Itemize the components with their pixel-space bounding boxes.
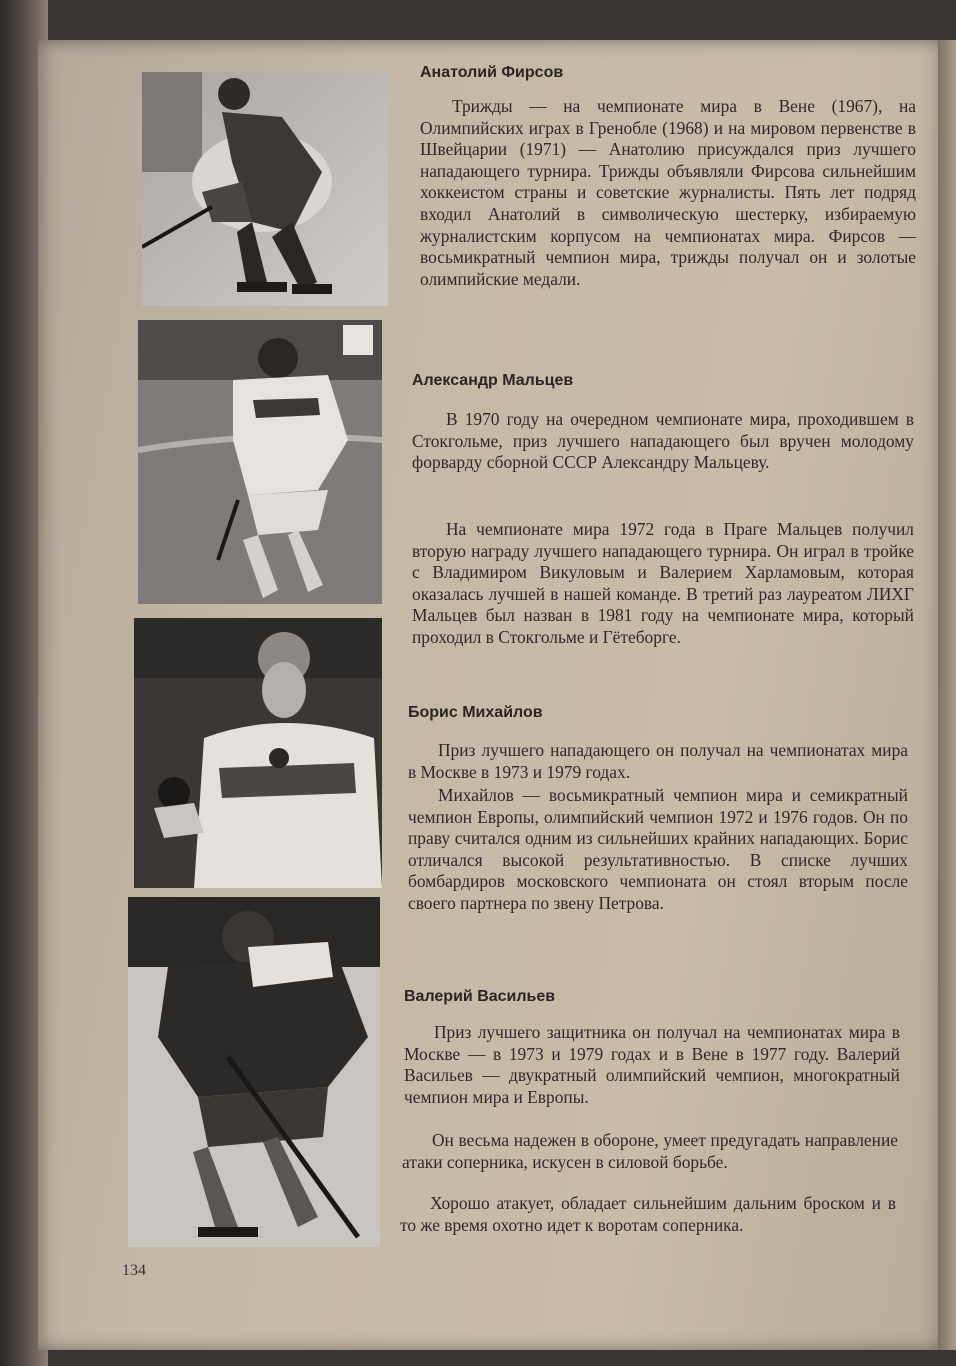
paragraph-firsov-1: Трижды — на чемпионате мира в Вене (1967), на Олимпийских играх в Гренобле (1968) и на мировом первенстве в Швейцарии (1971) — Анатолию присуждался приз лучшего нападающего турнира. Трижды объявляли Фирсова сильнейшим хоккеистом страны и советские журналисты. Пять лет подряд входил Анатолий в символическую шестерку, избираемую журналистским корпусом на чемпионатах мира. Фирсов — восьмикратный чемпион мира, трижды получал он и золотые олимпийские медали. (420, 96, 916, 289)
heading-vasiliev: Валерий Васильев (404, 988, 556, 1005)
hockey-player-photo-icon (142, 72, 388, 306)
hockey-player-photo-icon (134, 618, 382, 888)
photo-firsov (142, 72, 388, 306)
heading-firsov: Анатолий Фирсов (420, 64, 564, 81)
paragraph-maltsev-2: На чемпионате мира 1972 года в Праге Мальцев получил вторую награду лучшего нападающего турнира. Он играл в тройке с Владимиром Викуловым и Валерием Харламовым, которая оказалась лучшей в нашей команде. В третий раз лауреатом ЛИХГ Мальцев был назван в 1981 году на чемпионате мира, который проходил в Стокгольме и Гётеборге. (412, 519, 914, 647)
paragraph-mikhailov-2: Михайлов — восьмикратный чемпион мира и семикратный чемпион Европы, олимпийский чемпион 1972 и 1976 годов. Он по праву считался одним из сильнейших крайних нападающих. Борис отличался высокой результативностью. В списке лучших бомбардиров московского чемпионата он стоял вторым после своего партнера по звену Петрова. (408, 785, 908, 913)
photo-vasiliev (128, 897, 380, 1247)
heading-mikhailov: Борис Михайлов (408, 704, 543, 721)
hockey-player-photo-icon (128, 897, 380, 1247)
paragraph-vasiliev-2: Он весьма надежен в обороне, умеет предугадать направление атаки соперника, искусен в силовой борьбе. (402, 1130, 898, 1172)
page-number: 134 (122, 1262, 146, 1279)
paragraph-mikhailov-1: Приз лучшего нападающего он получал на чемпионатах мира в Москве в 1973 и 1979 годах. (408, 740, 908, 782)
photo-mikhailov (134, 618, 382, 888)
paragraph-maltsev-1: В 1970 году на очередном чемпионате мира, проходившем в Стокгольме, приз лучшего нападающего был вручен молодому форварду сборной СССР Александру Мальцеву. (412, 409, 914, 473)
paragraph-vasiliev-3: Хорошо атакует, обладает сильнейшим дальним броском и в то же время охотно идет к воротам соперника. (400, 1193, 896, 1235)
heading-maltsev: Александр Мальцев (412, 372, 574, 389)
hockey-player-photo-icon (138, 320, 382, 604)
paragraph-vasiliev-1: Приз лучшего защитника он получал на чемпионатах мира в Москве — в 1973 и 1979 годах и в Вене в 1977 году. Валерий Васильев — двукратный олимпийский чемпион, многократный чемпион мира и Европы. (404, 1022, 900, 1107)
photo-maltsev (138, 320, 382, 604)
next-page-edge (938, 40, 956, 1350)
